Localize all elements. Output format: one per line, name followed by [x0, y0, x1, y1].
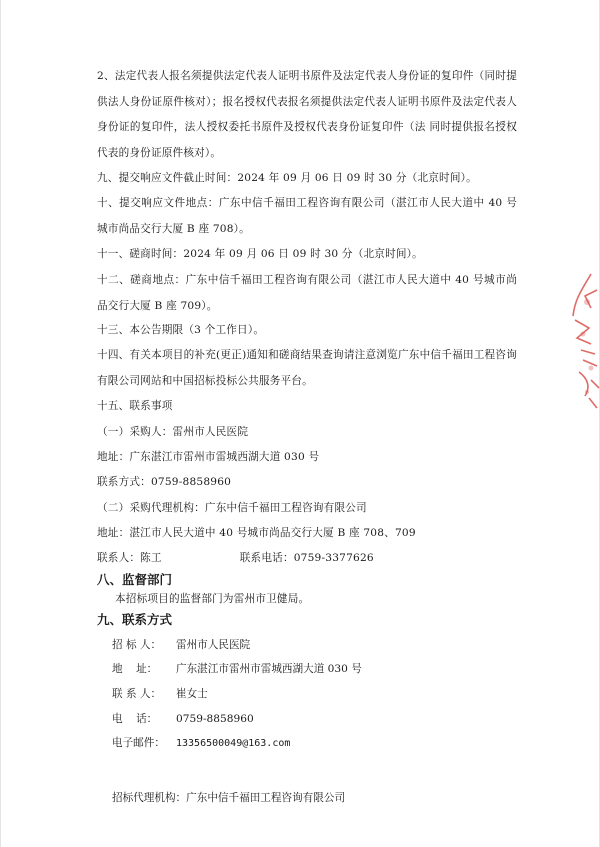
agency-contact-phone: 联系电话：0759-3377626	[239, 552, 374, 564]
red-seal-stamp	[561, 268, 600, 418]
paragraph-agency-address: 地址：湛江市人民大道中 40 号城市尚品交行大厦 B 座 708、709	[97, 527, 416, 539]
tender-agency-line: 招标代理机构：广东中信千福田工程咨询有限公司	[112, 792, 346, 804]
contact-row-phone	[112, 711, 254, 726]
paragraph-negotiation-time: 十一、磋商时间：2024 年 09 月 06 日 09 时 30 分（北京时间）。	[97, 248, 423, 260]
contact-value: 0759-8858960	[176, 713, 254, 725]
contact-row-email	[112, 735, 290, 750]
contact-value: 13356500049@163.com	[176, 738, 291, 749]
paragraph-purchaser: （一）采购人：雷州市人民医院	[97, 426, 249, 438]
paragraph-contact-heading: 十五、联系事项	[97, 400, 173, 412]
contact-row-tenderer	[112, 637, 250, 652]
paragraph-purchaser-address: 地址：广东湛江市雷州市雷城西湖大道 030 号	[97, 451, 320, 463]
paragraph-submission-deadline: 九、提交响应文件截止时间：2024 年 09 月 06 日 09 时 30 分（北京时间）。	[97, 172, 477, 184]
contact-value: 崔女士	[176, 688, 208, 700]
contact-key: 电子邮件：	[112, 737, 165, 749]
paragraph-updates-notice: 十四、有关本项目的补充(更正)通知和磋商结果查询请注意浏览广东中信千福田工程咨询有限公司网站和中国招标投标公共服务平台。	[97, 349, 517, 387]
agency-contact-person: 联系人：陈工	[97, 552, 162, 564]
contact-key: 电 话：	[112, 713, 158, 725]
contact-value: 广东湛江市雷州市雷城西湖大道 030 号	[176, 663, 362, 675]
contact-key: 地 址：	[112, 663, 158, 675]
paragraph-notice-period: 十三、本公告期限（3 个工作日）。	[97, 324, 265, 336]
contact-key: 联 系 人：	[112, 688, 162, 700]
contact-key: 招 标 人：	[112, 639, 162, 651]
paragraph-submission-location: 十、提交响应文件地点：广东中信千福田工程咨询有限公司（湛江市人民大道中 40 号城市尚品交行大厦 B 座 708）。	[97, 197, 517, 235]
section-8-heading: 八、监督部门	[97, 572, 173, 587]
section-8-text: 本招标项目的监督部门为雷州市卫健局。	[115, 593, 310, 605]
paragraph-negotiation-location: 十二、磋商地点：广东中信千福田工程咨询有限公司（湛江市人民大道中 40 号城市尚品交行大厦 B 座 709）。	[97, 274, 517, 312]
contact-value: 雷州市人民医院	[176, 639, 251, 651]
seal-graphic	[561, 268, 600, 418]
paragraph-agency-contact	[97, 546, 517, 572]
section-9-heading: 九、联系方式	[97, 612, 173, 627]
paragraph-purchaser-phone: 联系方式：0759-8858960	[97, 476, 232, 488]
paragraph-legal-rep-requirements: 2、法定代表人报名须提供法定代表人证明书原件及法定代表人身份证的复印件（同时提供法人身份证原件核对）；报名授权代表报名须提供法定代表人证明书原件及法定代表人身份证的复印件，法人授权委托书原件及授权代表身份证复印件（法 同时提供报名授权代表的身份证原件核对）。	[97, 70, 517, 159]
contact-row-address	[112, 661, 362, 676]
paragraph-agency: （二）采购代理机构：广东中信千福田工程咨询有限公司	[97, 502, 367, 514]
contact-row-person	[112, 686, 208, 701]
